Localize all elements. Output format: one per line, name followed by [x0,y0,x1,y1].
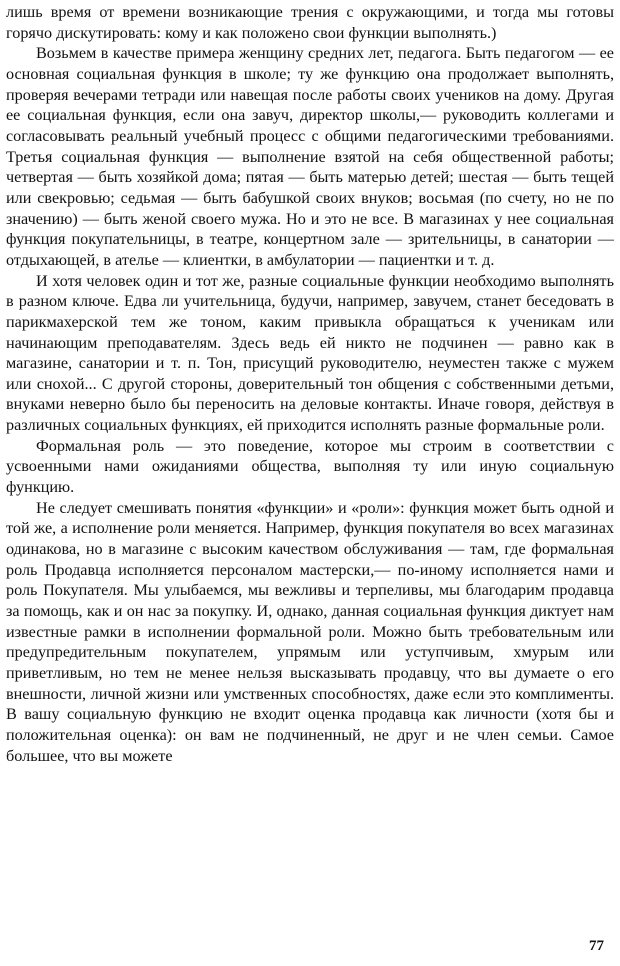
page-number: 77 [589,938,604,954]
paragraph-different-key: И хотя человек один и тот же, разные социальные функции необходимо выполнять в разном ключе. Едва ли учительница, будучи, например, завучем, станет беседовать в парикмахерской тем же тоном, каким привыкла обращаться к ученикам или начинающим преподавателям. Здесь ведь ей никто не подчинен — равно как в магазине, санатории и т. п. Тон, присущий руководителю, неуместен также с мужем или снохой... С другой стороны, доверительный тон общения с собственными детьми, внуками неверно было бы переносить на деловые контакты. Иначе говоря, действуя в различных социальных функциях, ей приходится исполнять разные формальные роли. [6,271,614,435]
paragraph-formal-role-definition: Формальная роль — это поведение, которое мы строим в соответствии с усвоенными нами ожиданиями общества, выполняя ту или иную социальную функцию. [6,436,614,497]
paragraph-continuation: лишь время от времени возникающие трения с окружающими, и тогда мы готовы горячо дискутировать: кому и как положено свои функции выполнять.) [6,3,614,42]
paragraph-teacher-example: Возьмем в качестве примера женщину средних лет, педагога. Быть педагогом — ее основная социальная функция в школе; ту же функцию она продолжает выполнять, проверяя вечерами тетради или навещая после работы своих учеников на дому. Другая ее социальная функция, если она завуч, директор школы,— руководить коллегами и согласовывать реальный учебный процесс с общими педагогическими требованиями. Третья социальная функция — выполнение взятой на себя общественной работы; четвертая — быть хозяйкой дома; пятая — быть матерью детей; шестая — быть тещей или свекровью; седьмая — быть бабушкой своих внуков; восьмая (по счету, но не по значению) — быть женой своего мужа. Но и это не все. В магазинах у нее социальная функция покупательницы, в театре, концертном зале — зрительницы, в санатории — отдыхающей, в ателье — клиентки, в амбулатории — пациентки и т. д. [6,44,614,269]
paragraph-function-vs-role: Не следует смешивать понятия «функции» и «роли»: функция может быть одной и той же, а исполнение роли меняется. Например, функция покупателя во всех магазинах одинакова, но в магазине с высоким качеством обслуживания — там, где формальная роль Продавца исполняется персоналом мастерски,— по-иному исполняется нами и роль Покупателя. Мы улыбаемся, мы вежливы и терпеливы, мы благодарим продавца за помощь, как и он нас за покупку. И, однако, данная социальная функция диктует нам известные рамки в исполнении формальной роли. Можно быть требовательным или предупредительным покупателем, упрямым или уступчивым, хмурым или приветливым, но тем не менее нельзя высказывать продавцу, что вы думаете о его внешности, личной жизни или умственных способностях, даже если это комплименты. В вашу социальную функцию не входит оценка продавца как личности (хотя бы и положительная оценка): он вам не подчиненный, не друг и не член семьи. Самое большее, что вы можете [6,498,614,765]
